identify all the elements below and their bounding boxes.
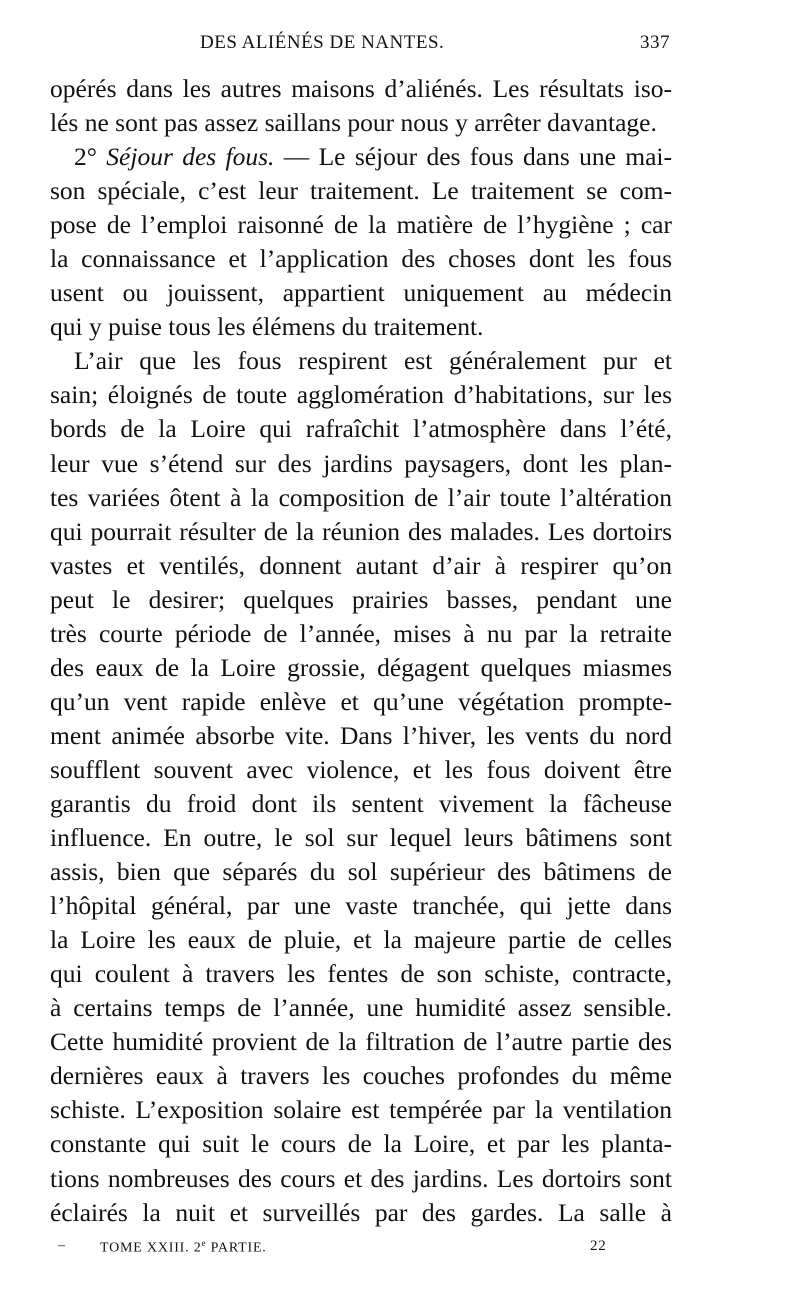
- text-line: assis, bien que séparés du sol supérieur des bâtimens de: [50, 857, 672, 887]
- text-line: la Loire les eaux de pluie, et la majeure partie de celles: [50, 925, 672, 955]
- signature-text: TOME XXIII. 2: [100, 1240, 202, 1256]
- text-line: vastes et ventilés, donnent autant d’air à respirer qu’on: [50, 550, 672, 580]
- signature-mark: [100, 1238, 267, 1257]
- text-line: éclairés la nuit et surveillés par des gardes. La salle à: [50, 1197, 672, 1227]
- running-header: [50, 32, 670, 58]
- text-line: dernières eaux à travers les couches profondes du même: [50, 1061, 672, 1091]
- signature-superscript: e: [201, 1238, 207, 1248]
- section-heading-line: [50, 140, 672, 174]
- section-title: Séjour des fous.: [106, 142, 275, 172]
- text-line: pose de l’emploi raisonné de la matière de l’hygiène ; car: [50, 210, 672, 240]
- text-line: Cette humidité provient de la filtration de l’autre partie des: [50, 1027, 672, 1057]
- text-line: peut le desirer; quelques prairies basses, pendant une: [50, 584, 672, 614]
- text-line: très courte période de l’année, mises à nu par la retraite: [50, 618, 672, 648]
- text-line: garantis du froid dont ils sentent vivement la fâcheuse: [50, 788, 672, 818]
- text-line: sain; éloignés de toute agglomération d’habitations, sur les: [50, 380, 672, 410]
- text-line: tions nombreuses des cours et des jardins. Les dortoirs sont: [50, 1163, 672, 1193]
- text-line: tes variées ôtent à la composition de l’air toute l’altération: [50, 482, 672, 512]
- text-line: la connaissance et l’application des choses dont les fous: [50, 244, 672, 274]
- text-line: leur vue s’étend sur des jardins paysagers, dont les plan-: [50, 448, 672, 478]
- page-footer: [50, 1238, 660, 1260]
- running-title: DES ALIÉNÉS DE NANTES.: [200, 32, 445, 53]
- text-line: qui pourrait résulter de la réunion des malades. Les dortoirs: [50, 516, 672, 546]
- section-number: 2°: [74, 142, 97, 172]
- text-line: influence. En outre, le sol sur lequel leurs bâtimens sont: [50, 823, 672, 853]
- text-line: ment animée absorbe vite. Dans l’hiver, les vents du nord: [50, 720, 672, 750]
- text-line: qui coulent à travers les fentes de son schiste, contracte,: [50, 959, 672, 989]
- text-line: usent ou jouissent, appartient uniquement au médecin: [50, 278, 672, 308]
- text-line: son spéciale, c’est leur traitement. Le traitement se com-: [50, 176, 672, 206]
- text-line: qui y puise tous les élémens du traitement.: [50, 312, 484, 342]
- text-line: bords de la Loire qui rafraîchit l’atmosphère dans l’été,: [50, 414, 672, 444]
- text-line: soufflent souvent avec violence, et les fous doivent être: [50, 754, 672, 784]
- sheet-number: 22: [590, 1238, 607, 1254]
- text-line: l’hôpital général, par une vaste tranchée, qui jette dans: [50, 891, 672, 921]
- section-lead-text: — Le séjour des fous dans une mai-: [274, 142, 673, 172]
- text-line: lés ne sont pas assez saillans pour nous y arrêter davantage.: [50, 108, 657, 138]
- body-text: [50, 72, 672, 1230]
- text-line: à certains temps de l’année, une humidité assez sensible.: [50, 993, 672, 1023]
- text-line: opérés dans les autres maisons d’aliénés. Les résultats iso-: [50, 74, 672, 103]
- text-line: constante qui suit le cours de la Loire, et par les planta-: [50, 1129, 672, 1159]
- page-number: 337: [640, 32, 670, 53]
- text-line: qu’un vent rapide enlève et qu’une végétation prompte-: [50, 686, 672, 716]
- text-line: schiste. L’exposition solaire est tempérée par la ventilation: [50, 1095, 672, 1125]
- text-line: des eaux de la Loire grossie, dégagent quelques miasmes: [50, 652, 672, 682]
- text-line: L’air que les fous respirent est généralement pur et: [74, 346, 672, 376]
- footer-dash: –: [58, 1238, 66, 1253]
- signature-text-end: PARTIE.: [206, 1240, 267, 1256]
